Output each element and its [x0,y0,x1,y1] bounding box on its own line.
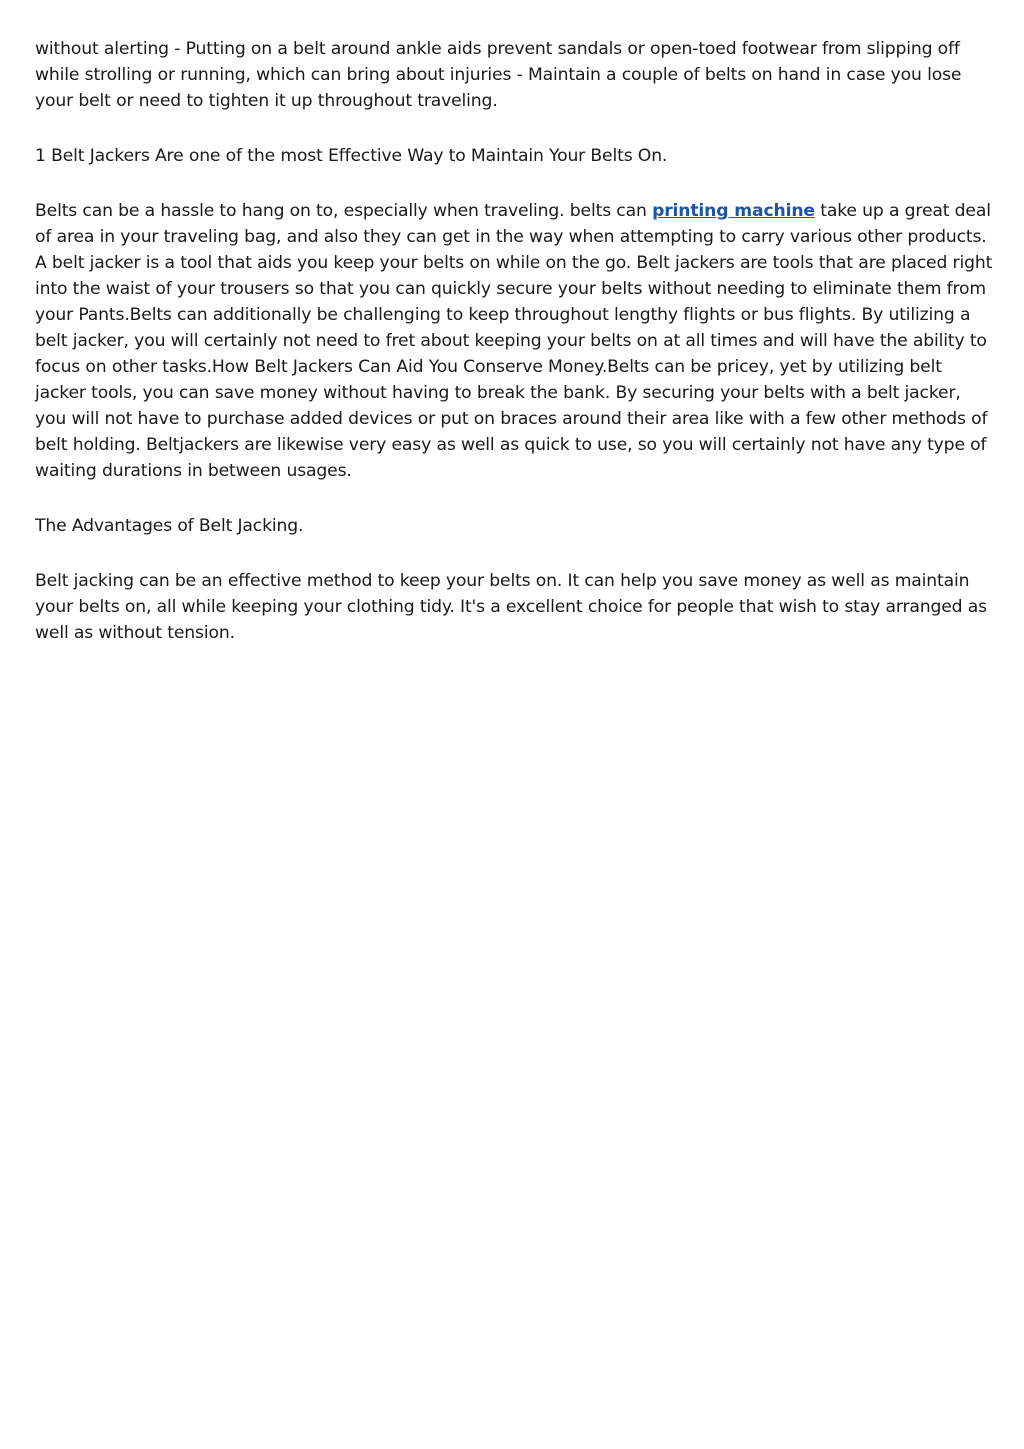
paragraph-heading-belt-jackers: 1 Belt Jackers Are one of the most Effective Way to Maintain Your Belts On. [35,146,668,166]
printing-machine-link[interactable]: printing machine [652,201,815,221]
paragraph-belt-jacking: Belt jacking can be an effective method to keep your belts on. It can help you save money as well as maintain your belts on, all while keeping your clothing tidy. It's a excellent choice for people that wish to stay arranged as well as without tension. [35,571,987,643]
document-body [35,36,995,675]
paragraph-text-before-link: Belts can be a hassle to hang on to, especially when traveling. belts can [35,201,653,221]
paragraph-intro: without alerting - Putting on a belt around ankle aids prevent sandals or open-toed footwear from slipping off while strolling or running, which can bring about injuries - Maintain a couple of belts on hand in case you lose your belt or need to tighten it up throughout traveling. [35,39,962,111]
paragraph-text-after-link: take up a great deal of area in your traveling bag, and also they can get in the way when attempting to carry various other products. A belt jacker is a tool that aids you keep your belts on while on the go. Belt jackers are tools that are placed right into the waist of your trousers so that you can quickly secure your belts without needing to eliminate them from your Pants.Belts can additionally be challenging to keep throughout lengthy flights or bus flights. By utilizing a belt jacker, you will certainly not need to fret about keeping your belts on at all times and will have the ability to focus on other tasks.How Belt Jackers Can Aid You Conserve Money.Belts can be pricey, yet by utilizing belt jacker tools, you can save money without having to break the bank. By securing your belts with a belt jacker, you will not have to purchase added devices or put on braces around their area like with a few other methods of belt holding. Beltjackers are likewise very easy as well as quick to use, so you will certainly not have any type of waiting durations in between usages. [35,201,993,481]
paragraph-belts-hassle [35,198,995,484]
paragraph-heading-advantages: The Advantages of Belt Jacking. [35,516,304,536]
